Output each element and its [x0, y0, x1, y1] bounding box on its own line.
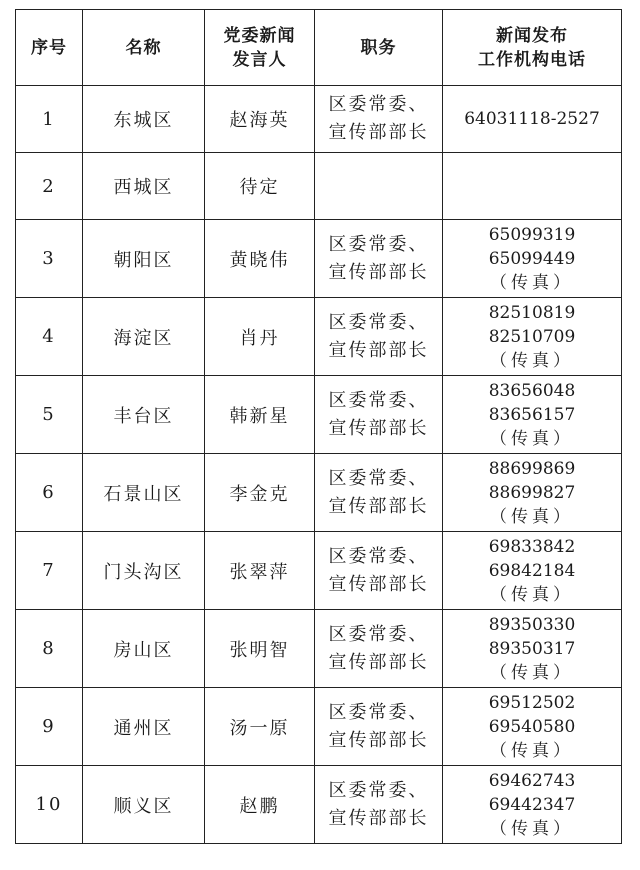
phone-number-2: 88699827 [488, 482, 576, 503]
table-row [16, 688, 622, 766]
header-position: 职务 [315, 10, 443, 86]
fax-label: （传真） [490, 740, 574, 761]
phone-number-2: 69540580 [488, 716, 576, 737]
position-line1: 区委常委、 [328, 623, 429, 645]
cell-phone [443, 376, 622, 454]
phone-number-1: 69512502 [488, 692, 576, 713]
cell-phone [443, 220, 622, 298]
table-row [16, 376, 622, 454]
cell-phone [443, 532, 622, 610]
phone-number-1: 83656048 [488, 380, 576, 401]
cell-district-name: 石景山区 [83, 454, 205, 532]
position-line1: 区委常委、 [328, 545, 429, 567]
cell-phone [443, 153, 622, 220]
cell-spokesperson: 韩新星 [205, 376, 315, 454]
position-line1: 区委常委、 [328, 779, 429, 801]
fax-label: （传真） [490, 350, 574, 371]
phone-number-1: 88699869 [488, 458, 576, 479]
position-line2: 宣传部部长 [328, 651, 429, 673]
cell-phone [443, 86, 622, 153]
cell-phone [443, 610, 622, 688]
cell-spokesperson: 黄晓伟 [205, 220, 315, 298]
table-row [16, 220, 622, 298]
cell-index: 9 [16, 688, 83, 766]
phone-number-2: 69442347 [488, 794, 576, 815]
position-line1: 区委常委、 [328, 233, 429, 255]
cell-index: 7 [16, 532, 83, 610]
table-row [16, 86, 622, 153]
table-row [16, 766, 622, 844]
cell-position [315, 532, 443, 610]
cell-spokesperson: 待定 [205, 153, 315, 220]
cell-district-name: 门头沟区 [83, 532, 205, 610]
cell-position [315, 610, 443, 688]
position-line2: 宣传部部长 [328, 573, 429, 595]
cell-position [315, 86, 443, 153]
cell-phone [443, 298, 622, 376]
cell-index: 5 [16, 376, 83, 454]
cell-phone [443, 688, 622, 766]
cell-spokesperson: 张翠萍 [205, 532, 315, 610]
cell-spokesperson: 赵海英 [205, 86, 315, 153]
fax-label: （传真） [490, 584, 574, 605]
table-body [16, 86, 622, 844]
phone-number-2: 69842184 [488, 560, 576, 581]
position-line2: 宣传部部长 [328, 339, 429, 361]
cell-index: 2 [16, 153, 83, 220]
position-line2: 宣传部部长 [328, 495, 429, 517]
table-row [16, 532, 622, 610]
table-row [16, 610, 622, 688]
cell-district-name: 海淀区 [83, 298, 205, 376]
table-row [16, 454, 622, 532]
phone-number-1: 65099319 [488, 224, 576, 245]
phone-number-1: 64031118-2527 [464, 109, 600, 129]
cell-spokesperson: 李金克 [205, 454, 315, 532]
cell-phone [443, 766, 622, 844]
table-row [16, 298, 622, 376]
position-line2: 宣传部部长 [328, 807, 429, 829]
position-line2: 宣传部部长 [328, 729, 429, 751]
header-row [16, 10, 622, 86]
header-index: 序号 [16, 10, 83, 86]
fax-label: （传真） [490, 662, 574, 683]
cell-spokesperson: 赵鹏 [205, 766, 315, 844]
cell-district-name: 丰台区 [83, 376, 205, 454]
table-row [16, 153, 622, 220]
position-line1: 区委常委、 [328, 701, 429, 723]
phone-number-2: 82510709 [488, 326, 576, 347]
cell-district-name: 朝阳区 [83, 220, 205, 298]
header-spokesperson-line2: 发言人 [232, 49, 287, 70]
header-phone-line2: 工作机构电话 [478, 49, 586, 70]
header-phone-line1: 新闻发布 [496, 25, 568, 46]
header-phone [443, 10, 622, 86]
spokesperson-table [15, 9, 622, 844]
cell-position [315, 220, 443, 298]
cell-position [315, 376, 443, 454]
cell-position [315, 688, 443, 766]
phone-number-2: 89350317 [488, 638, 576, 659]
phone-number-2: 65099449 [488, 248, 576, 269]
cell-position [315, 454, 443, 532]
position-line1: 区委常委、 [328, 94, 429, 115]
header-spokesperson [205, 10, 315, 86]
phone-number-1: 89350330 [488, 614, 576, 635]
cell-index: 4 [16, 298, 83, 376]
fax-label: （传真） [490, 272, 574, 293]
cell-district-name: 房山区 [83, 610, 205, 688]
phone-number-1: 69833842 [488, 536, 576, 557]
cell-index: 3 [16, 220, 83, 298]
header-spokesperson-line1: 党委新闻 [223, 25, 296, 46]
fax-label: （传真） [490, 818, 574, 839]
phone-number-1: 69462743 [488, 770, 576, 791]
cell-position [315, 298, 443, 376]
fax-label: （传真） [490, 428, 574, 449]
cell-index: 10 [16, 766, 83, 844]
fax-label: （传真） [490, 506, 574, 527]
cell-district-name: 通州区 [83, 688, 205, 766]
cell-district-name: 顺义区 [83, 766, 205, 844]
phone-number-1: 82510819 [488, 302, 576, 323]
position-line2: 宣传部部长 [328, 261, 429, 283]
cell-phone [443, 454, 622, 532]
cell-district-name: 东城区 [83, 86, 205, 153]
position-line1: 区委常委、 [328, 389, 429, 411]
position-line1: 区委常委、 [328, 311, 429, 333]
cell-index: 8 [16, 610, 83, 688]
cell-position [315, 766, 443, 844]
cell-spokesperson: 张明智 [205, 610, 315, 688]
cell-spokesperson: 肖丹 [205, 298, 315, 376]
position-line2: 宣传部部长 [328, 417, 429, 439]
position-line1: 区委常委、 [328, 467, 429, 489]
cell-position [315, 153, 443, 220]
cell-index: 1 [16, 86, 83, 153]
header-name: 名称 [83, 10, 205, 86]
cell-spokesperson: 汤一原 [205, 688, 315, 766]
cell-index: 6 [16, 454, 83, 532]
cell-district-name: 西城区 [83, 153, 205, 220]
phone-number-2: 83656157 [488, 404, 576, 425]
position-line2: 宣传部部长 [328, 122, 429, 143]
